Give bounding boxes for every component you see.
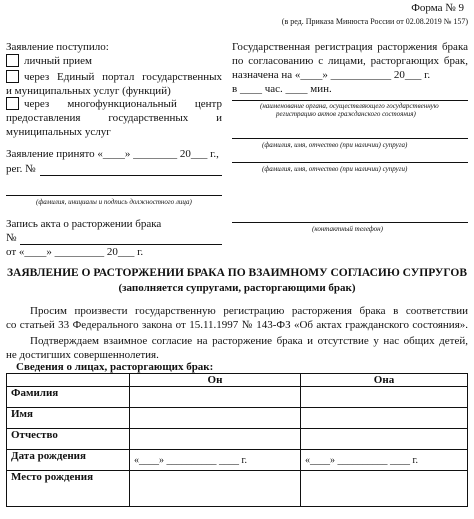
record-date: от «____» _________ 20___ г. [6,246,144,258]
row-label-surname: Фамилия [7,387,130,408]
birth-place-she-cell[interactable] [301,471,468,507]
consent-paragraph-2: не достигших совершеннолетия. [6,349,159,361]
header-empty-cell [7,374,130,387]
phone-line[interactable] [232,222,468,223]
info-title: Сведения о лицах, расторгающих брак: [16,361,214,373]
registration-date: назначена на «____» ___________ 20___ г. [232,69,431,81]
phone-caption: (контактный телефон) [312,225,383,233]
record-title: Запись акта о расторжении брака [6,218,162,230]
request-paragraph-2: со статьей 33 Федерального закона от 15.11.1997 № 143-ФЗ «Об актах гражданского состояния». [6,319,468,331]
option-portal-2: и муниципальных услуг (функций) [6,85,171,97]
request-paragraph-1: Просим произвести государственную регистрацию расторжения брака в соответствии [30,305,468,317]
spouse-line-1[interactable] [232,138,468,139]
consent-paragraph-1: Подтверждаем взаимное согласие на расторжение брака и отсутствие у нас общих детей, [30,335,468,347]
row-label-patronymic: Отчество [7,429,130,450]
option-personal: личный прием [24,55,92,67]
mfc-checkbox[interactable] [6,97,19,110]
name-he-cell[interactable] [130,408,301,429]
form-title: ЗАЯВЛЕНИЕ О РАСТОРЖЕНИИ БРАКА ПО ВЗАИМНОМУ СОГЛАСИЮ СУПРУГОВ [6,267,468,279]
row-label-birth-place: Место рождения [7,471,130,507]
row-label-birth-date: Дата рождения [7,450,130,471]
spouse-caption-2: (фамилия, имя, отчество (при наличии) супруги) [262,165,408,173]
patronymic-she-cell[interactable] [301,429,468,450]
column-she: Она [301,374,468,387]
portal-checkbox[interactable] [6,70,19,83]
table-row [7,429,468,450]
org-caption-2: регистрацию актов гражданского состояния) [276,110,416,118]
column-he: Он [130,374,301,387]
official-line[interactable] [6,195,222,196]
accepted-line: Заявление принято «____» ________ 20___ г., [6,148,219,160]
table-row [7,471,468,507]
record-number-label: № [6,232,17,244]
table-row [7,450,468,471]
registration-time: в ____ час. ____ мин. [232,83,332,95]
edition-note: (в ред. Приказа Минюста России от 02.08.2019 № 157) [281,17,468,26]
birth-date-he-cell[interactable]: «____» __________ ____ г. [130,450,301,471]
spouse-line-2[interactable] [232,162,468,163]
table-row [7,387,468,408]
form-number: Форма № 9 [411,2,464,14]
record-number-line[interactable] [20,244,222,245]
name-she-cell[interactable] [301,408,468,429]
patronymic-he-cell[interactable] [130,429,301,450]
table-row [7,408,468,429]
birth-place-he-cell[interactable] [130,471,301,507]
table-header-row [7,374,468,387]
row-label-name: Имя [7,408,130,429]
official-caption: (фамилия, инициалы и подпись должностного лица) [36,198,192,206]
registration-line-2: по согласованию с лицами, расторгающих брак, [232,55,468,67]
surname-she-cell[interactable] [301,387,468,408]
surname-he-cell[interactable] [130,387,301,408]
option-mfc-2: предоставления государственных и [6,112,222,124]
option-portal-1: через Единый портал государственных [24,71,222,83]
registration-line-1: Государственная регистрация расторжения брака [232,41,468,53]
birth-date-she-cell[interactable]: «____» __________ ____ г. [301,450,468,471]
option-mfc-1: через многофункциональный центр [24,98,222,110]
org-caption-1: (наименование органа, осуществляющего государственную [260,102,439,110]
form-subtitle: (заполняется супругами, расторгающими брак) [118,282,356,294]
persons-table [6,373,468,507]
reg-number-line[interactable] [40,175,222,176]
org-line[interactable] [232,100,468,101]
personal-checkbox[interactable] [6,54,19,67]
reg-number-label: рег. № [6,163,36,175]
received-title: Заявление поступило: [6,41,109,53]
spouse-caption-1: (фамилия, имя, отчество (при наличии) супруга) [262,141,408,149]
option-mfc-3: муниципальных услуг [6,126,111,138]
